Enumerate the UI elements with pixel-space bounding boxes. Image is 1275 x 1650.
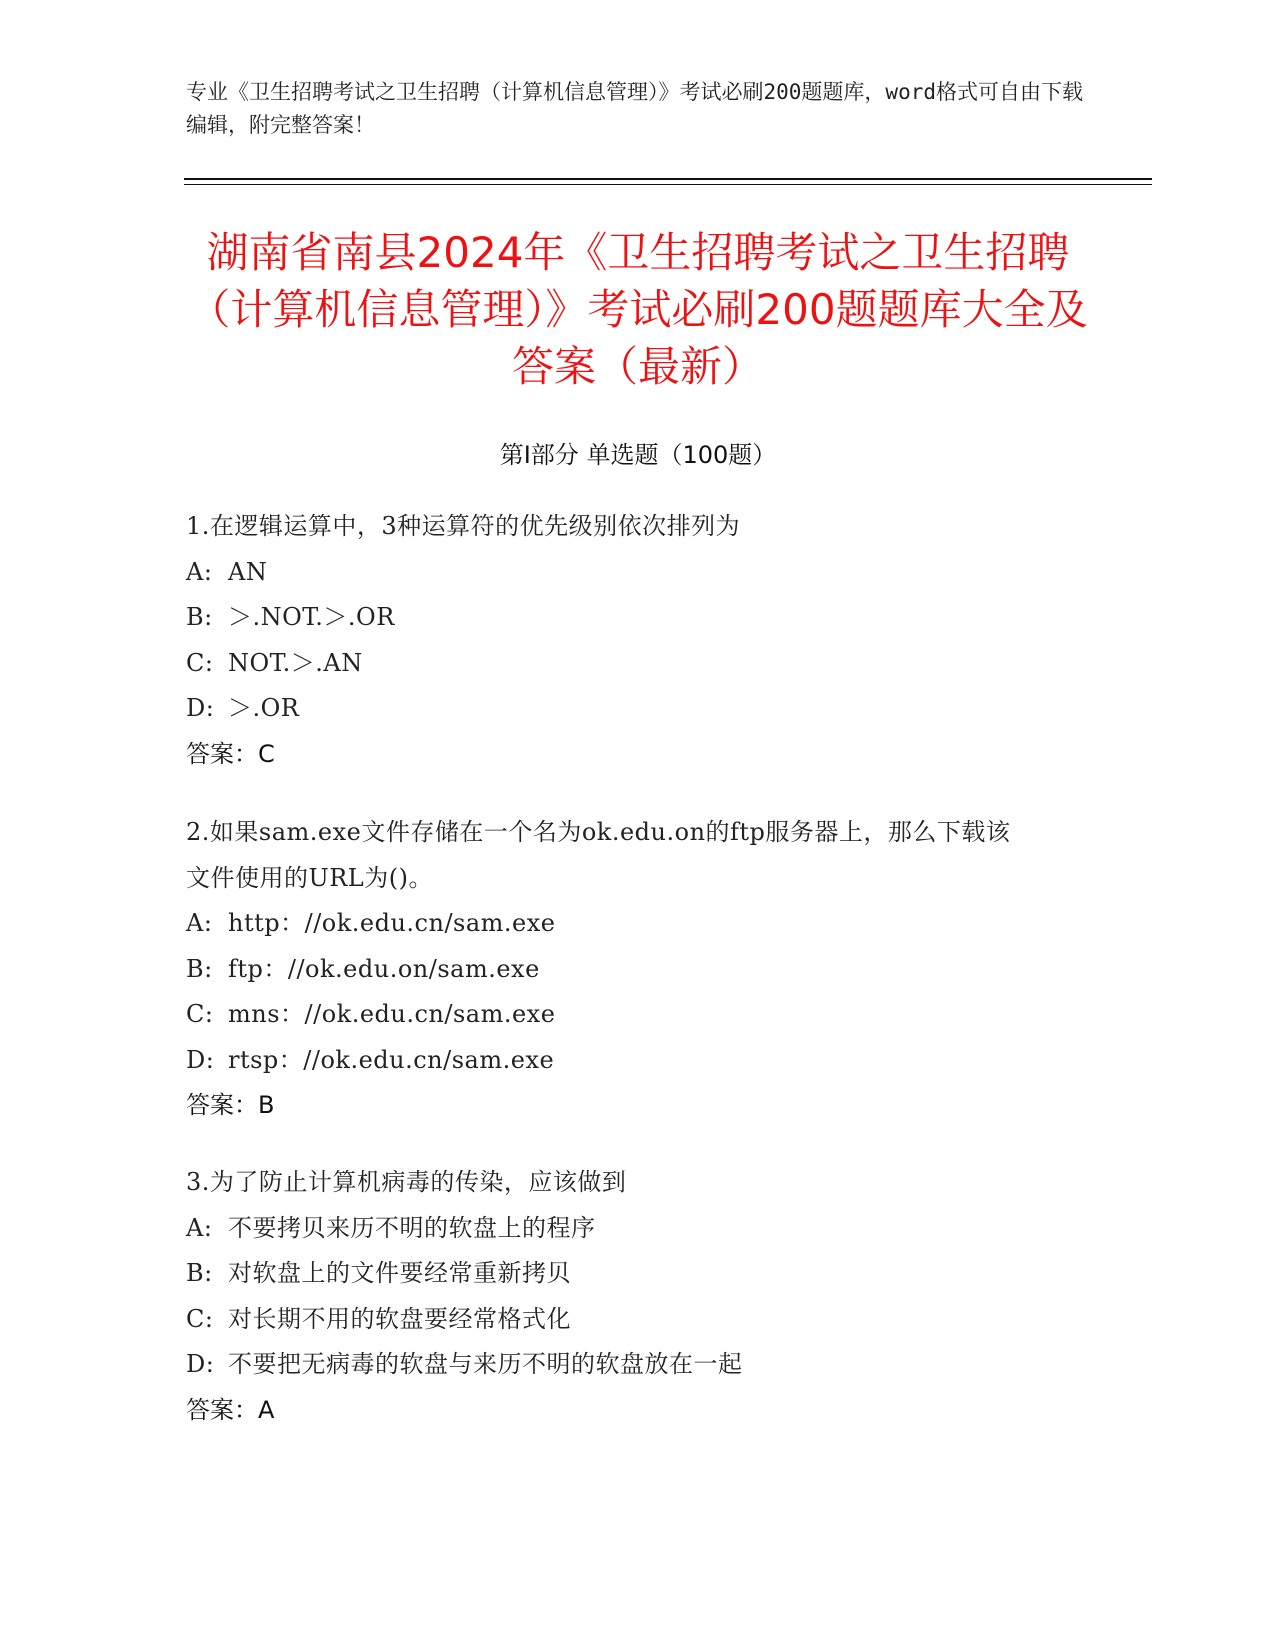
answer-value: A bbox=[258, 1395, 275, 1424]
answer-line bbox=[186, 732, 1086, 778]
option-label: C: bbox=[186, 1000, 214, 1028]
answer-label: 答案： bbox=[186, 1091, 258, 1119]
header-rule-thick bbox=[184, 178, 1152, 180]
option-text: NOT.＞.AN bbox=[228, 648, 363, 677]
answer-line bbox=[186, 1388, 1086, 1434]
option-text: AN bbox=[228, 557, 268, 586]
option-a bbox=[186, 550, 1086, 596]
option-label: C: bbox=[186, 1304, 214, 1333]
question-stem: 1.在逻辑运算中，3种运算符的优先级别依次排列为 bbox=[186, 512, 741, 540]
option-label: C: bbox=[186, 648, 214, 677]
option-text: rtsp：//ok.edu.cn/sam.exe bbox=[228, 1045, 555, 1074]
option-label: B: bbox=[186, 1259, 213, 1287]
option-label: A: bbox=[186, 557, 213, 586]
option-d bbox=[186, 1342, 1086, 1388]
header-rule-thin bbox=[184, 184, 1152, 185]
option-text: 不要把无病毒的软盘与来历不明的软盘放在一起 bbox=[228, 1350, 743, 1378]
option-c bbox=[186, 992, 1086, 1038]
option-d bbox=[186, 1038, 1086, 1084]
option-label: A: bbox=[186, 1213, 213, 1242]
question-1 bbox=[186, 504, 1086, 777]
option-label: D: bbox=[186, 694, 215, 722]
option-label: B: bbox=[186, 603, 213, 631]
option-b bbox=[186, 1251, 1086, 1297]
option-text: ＞.NOT.＞.OR bbox=[228, 603, 395, 631]
document-title: 湖南省南县2024年《卫生招聘考试之卫生招聘（计算机信息管理）》考试必刷200题题库大全及答案（最新） bbox=[188, 228, 1088, 391]
option-text: 不要拷贝来历不明的软盘上的程序 bbox=[228, 1213, 596, 1242]
answer-value: C bbox=[258, 739, 275, 768]
option-d bbox=[186, 686, 1086, 732]
option-text: mns：//ok.edu.cn/sam.exe bbox=[228, 1000, 556, 1028]
answer-label: 答案： bbox=[186, 739, 258, 768]
question-stem: 3.为了防止计算机病毒的传染，应该做到 bbox=[186, 1168, 627, 1196]
option-text: 对长期不用的软盘要经常格式化 bbox=[228, 1304, 571, 1333]
option-b bbox=[186, 595, 1086, 641]
option-label: A: bbox=[186, 909, 213, 937]
option-label: B: bbox=[186, 954, 213, 983]
option-label: D: bbox=[186, 1350, 215, 1378]
option-c bbox=[186, 641, 1086, 687]
option-b bbox=[186, 947, 1086, 993]
header-note: 专业《卫生招聘考试之卫生招聘（计算机信息管理）》考试必刷200题题库，word格式可自由下载编辑，附完整答案！ bbox=[186, 80, 1083, 137]
option-a bbox=[186, 1206, 1086, 1252]
option-text: ftp：//ok.edu.on/sam.exe bbox=[228, 954, 540, 983]
answer-value: B bbox=[258, 1091, 275, 1119]
question-2 bbox=[186, 810, 1086, 1129]
option-c bbox=[186, 1297, 1086, 1343]
option-a bbox=[186, 901, 1086, 947]
question-3 bbox=[186, 1160, 1086, 1433]
option-text: ＞.OR bbox=[228, 694, 300, 722]
option-text: http：//ok.edu.cn/sam.exe bbox=[228, 909, 556, 937]
option-label: D: bbox=[186, 1045, 215, 1074]
section-title: 第Ⅰ部分 单选题（100题） bbox=[499, 441, 777, 469]
option-text: 对软盘上的文件要经常重新拷贝 bbox=[228, 1259, 571, 1287]
answer-label: 答案： bbox=[186, 1395, 258, 1424]
answer-line bbox=[186, 1083, 1086, 1129]
question-stem: 2.如果sam.exe文件存储在一个名为ok.edu.on的ftp服务器上，那么下载该文件使用的URL为()。 bbox=[186, 818, 1011, 892]
